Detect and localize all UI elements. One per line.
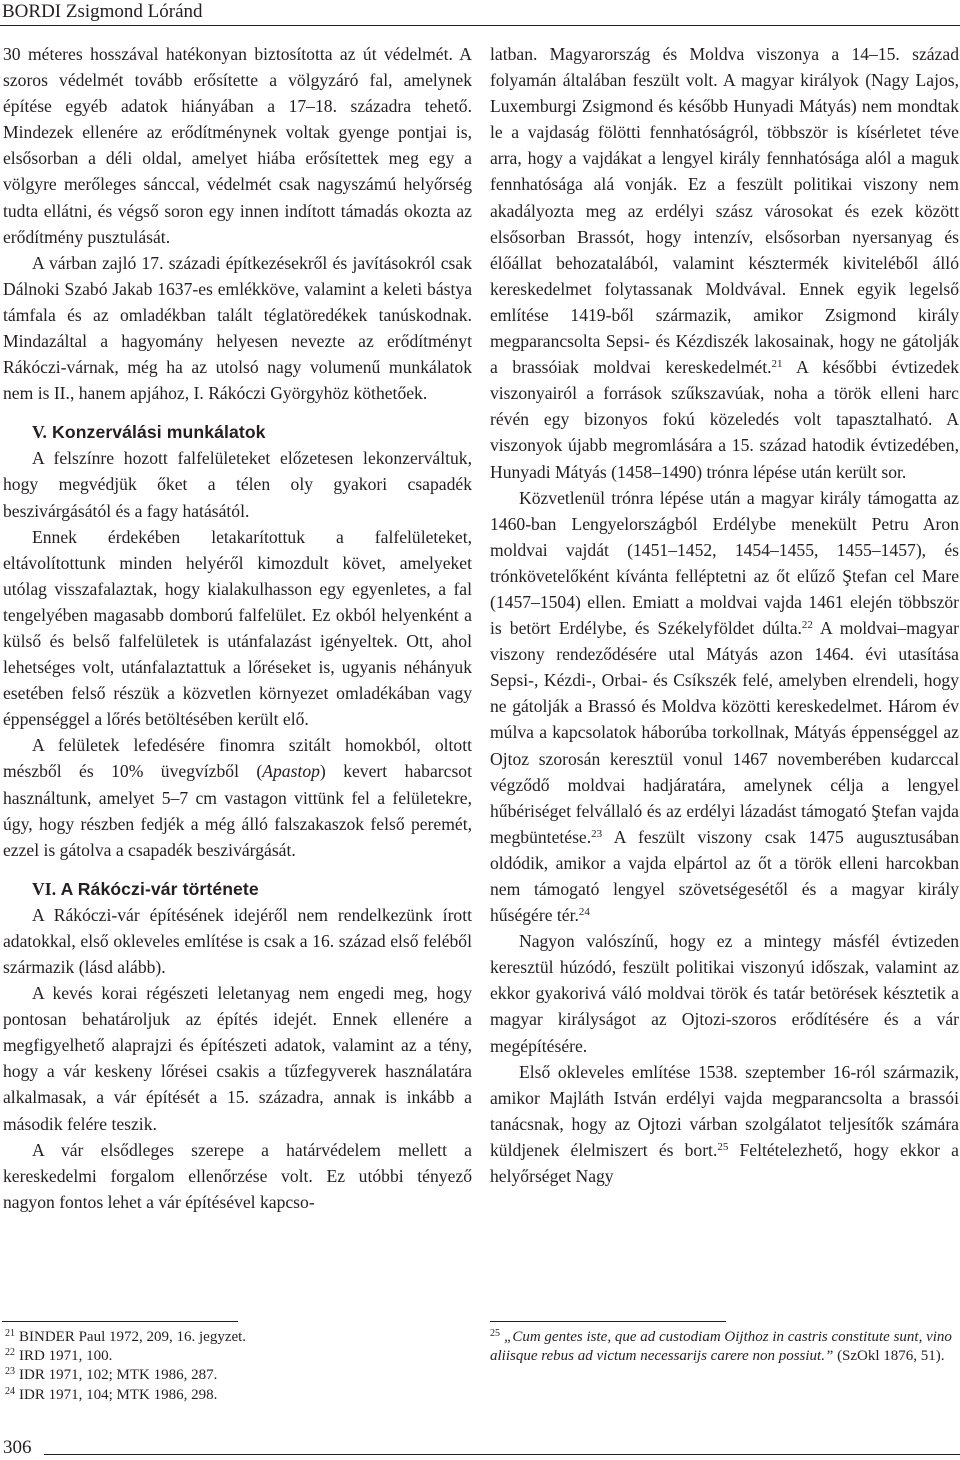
text-run: latban. Magyarország és Moldva viszonya a 14–15. század folyamán általában feszült volt. A magyar királyok (Nagy Lajos, Luxemburgi Zsigmond és később Hunyadi Mátyás) nem mondtak le a vajdaság fölötti fennhatóságról, többször is kísérletet téve arra, hogy a vajdákat a lengyel király fennhatósága alól a maguk fennhatósága alá vonják. Ez a feszült politikai viszony nem akadályozta meg az erdélyi szász városokat és ezek között elsősorban Brassót, hogy intenzív, elsősorban nyersanyag és élőállat behozatalából, valamint késztermék kiviteléből álló kereskedelmet folytassanak Moldvával. Ennek egyik legelső említése 1419-ből származik, amikor Zsigmond király megparancsolta Sepsi- és Kézdiszék lakosainak, hogy ne gátolják a brassóiak moldvai kereskedelmét. xyxy=(490,44,959,378)
paragraph: Nagyon valószínű, hogy ez a mintegy másfél évtizeden keresztül húzódó, feszült politikai viszonyú időszak, valamint az ekkor gyakorivá váló moldvai török és tatár betörések késztetik a magyar királyságot az Ojtozi-szoros erődítésére és a vár megépítésére. xyxy=(490,931,959,1056)
paragraph: A várban zajló 17. századi építkezésekről és javításokról csak Dálnoki Szabó Jakab 1637-es emlékköve, valamint a keleti bástya támfala és az omladékban talált téglatöredékek tanúskodnak. Mindazáltal a hagyomány helyesen nevezte az erődítményt Rákóczi-várnak, még ha az utolsó nagy volumenű munkálatok nem is II., hanem apjához, I. Rákóczi Györgyhöz köthetőek. xyxy=(3,252,472,404)
footnote-mark: 21 xyxy=(5,1328,15,1339)
footnote-ref[interactable]: 22 xyxy=(801,619,813,632)
section-number: VI. xyxy=(32,878,57,899)
left-column xyxy=(3,41,472,1215)
text-run: ) kevert habarcsot használtunk, amelyet 5–7 cm vastagon vittünk fel a felületekre, úgy, hogy részben fedjék a még álló falszakaszok felső peremét, ezzel is gátolva a csapadék beszivárgását. xyxy=(3,761,472,860)
paragraph xyxy=(490,1059,959,1189)
footnote xyxy=(5,1328,474,1347)
footnote-ref[interactable]: 23 xyxy=(591,827,603,840)
footnote-ref[interactable]: 21 xyxy=(771,358,783,371)
footnote xyxy=(490,1328,959,1366)
section-title: Konzerválási munkálatok xyxy=(52,422,266,443)
footnote-mark: 24 xyxy=(5,1385,15,1397)
footnote-text: IDR 1971, 102; MTK 1986, 287. xyxy=(19,1367,218,1384)
footnotes-left xyxy=(5,1328,474,1405)
section-heading xyxy=(3,419,472,445)
product-name: Apastop xyxy=(262,761,320,782)
section-title: A Rákóczi-vár története xyxy=(60,878,259,899)
paragraph xyxy=(490,41,959,485)
footnote-divider xyxy=(490,1321,726,1322)
running-title: BORDI Zsigmond Lóránd xyxy=(2,1,203,22)
footnote-quote: „Cum gentes iste, que ad custodiam Oijthoz in castris constitute sunt, vino aliisque rebus ad victum necessarijs carere non possiut.” xyxy=(490,1329,952,1365)
section-heading xyxy=(3,876,472,902)
paragraph: A Rákóczi-vár építésének idejéről nem rendelkezünk írott adatokkal, első okleveles említése is csak a 16. század első feléből származik (lásd alább). xyxy=(3,904,472,977)
footnotes-right xyxy=(490,1328,959,1366)
footnote-ref[interactable]: 24 xyxy=(578,906,590,919)
text-run: A feszült viszony csak 1475 augusztusában oldódik, amikor a vajda elpártol az őt a török elleni harcokban nem támogató lengyel szövetségesétől és a magyar király hűségére tér. xyxy=(490,826,959,926)
paragraph: A felszínre hozott falfelületeket előzetesen lekonzerváltuk, hogy megvédjük őket a télen oly gyakori csapadék beszivárgásától és a fagy hatásától. xyxy=(3,448,472,521)
footnote xyxy=(5,1347,474,1366)
footnote xyxy=(5,1366,474,1385)
text-run: A későbbi évtizedek viszonyairól a források szűkszavúak, noha a török elleni harc révén egy bizonyos fokú közeledés volt tapasztalható. A viszonyok újabb megromlására a 15. század hatodik évtizedében, Hunyadi Mátyás (1458–1490) trónra lépése után került sor. xyxy=(490,357,959,482)
footnote-text: IDR 1971, 104; MTK 1986, 298. xyxy=(19,1386,218,1403)
footnote-divider xyxy=(2,1321,238,1322)
footnote-source: (SzOkl 1876, 51). xyxy=(837,1348,945,1365)
text-run: A felületek lefedésére finomra szitált homokból, oltott mészből és 10% üvegvízből ( xyxy=(3,735,472,782)
page-number: 306 xyxy=(3,1437,32,1458)
right-column xyxy=(490,41,959,1189)
page-footer-rule xyxy=(44,1454,960,1455)
footnote-ref[interactable]: 25 xyxy=(717,1140,729,1153)
footnote-mark: 22 xyxy=(5,1347,15,1359)
paragraph xyxy=(3,732,472,862)
paragraph: A vár elsődleges szerepe a határvédelem mellett a kereskedelmi forgalom ellenőrzése volt. Ez utóbbi tényező nagyon fontos lehet a vár építésével kapcso- xyxy=(3,1139,472,1212)
footnote xyxy=(5,1386,474,1405)
paragraph: 30 méteres hosszával hatékonyan biztosította az út védelmét. A szoros védelmét tovább erősítette a völgyzáró fal, amelynek építése egyéb adatok hiányában a 17–18. századra tehető. Mindezek ellenére az erődítménynek voltak gyenge pontjai is, elsősorban a déli oldal, amelyet hiába erősítettek meg egy a völgyre merőleges sánccal, védelmét csak nagyszámú helyőrség tudta ellátni, és végső soron egy innen indított támadás okozta az erődítmény pusztulását. xyxy=(3,44,472,247)
section-number: V. xyxy=(32,422,48,443)
footnote-text: BINDER Paul 1972, 209, 16. jegyzet. xyxy=(19,1329,247,1345)
text-run: Első okleveles említése 1538. szeptember 16-ról származik, amikor Majláth István erdélyi vajda megparancsolta a brassói tanácsnak, hogy az Ojtozi várban szolgálatot teljesítők számára küldjenek élelmiszert és bort. xyxy=(490,1061,959,1160)
paragraph: A kevés korai régészeti leletanyag nem engedi meg, hogy pontosan behatároljuk az építés idejét. Ennek ellenére a megfigyelhető alaprajzi és építészeti adatok, valamint az a tény, hogy a vár keskeny lőrései csakis a tűzfegyverek használatára alkalmasak, a vár építését a 15. századra, annak is inkább a második felére teszik. xyxy=(3,983,472,1134)
running-header xyxy=(0,0,960,26)
paragraph xyxy=(490,485,959,929)
footnote-mark: 23 xyxy=(5,1366,15,1378)
text-run: Feltételezhető, hogy ekkor a helyőrséget Nagy xyxy=(490,1139,959,1187)
text-run: A moldvai–magyar viszony rendeződésére utal Mátyás azon 1464. évi utasítása Sepsi-, Kézdi-, Orbai- és Csíkszék felé, amelyben elrendeli, hogy ne gátolják a Brassó és Moldva közötti kereskedelmet. Három év múlva a kapcsolatok háborúba torkollnak, Mátyás éppenséggel az Ojtoz szorosán keresztül vonul 1467 novemberében kudarccal végződő moldvai hadjáratára, amelynek célja a lengyel hűbériséget felvállaló és az erdélyi lázadást támogató Ştefan vajda megbüntetése. xyxy=(490,618,959,847)
paragraph: Ennek érdekében letakarítottuk a falfelületeket, eltávolítottunk minden helyéről kimozdult követ, amelyeket utólag visszafalaztak, hogy kialakulhasson egy egyenletes, a fal tengelyében magasabb domború falfelület. Ez okból helyenként a külső és belső falfelületek is utánfalazást igényeltek. Ott, ahol lehetséges volt, utánfalaztattuk a lőréseket is, ugyanis néhányuk esetében felső részük a közvetlen környezet omladékában vagy éppenséggel a lőrés betöltésében került elő. xyxy=(3,526,472,730)
footnote-mark: 25 xyxy=(490,1328,500,1339)
text-run: Közvetlenül trónra lépése után a magyar király támogatta az 1460-ban Lengyelországból Erdélybe menekült Petru Aron moldvai vajdát (1451–1452, 1454–1455, 1455–1457), és trónkövetelőként kívánta felléptetni az őt elűző Ştefan cel Mare (1457–1504) ellen. Emiatt a moldvai vajda 1461 elején többször is betört Erdélybe, és Székelyföldet dúlta. xyxy=(490,487,959,639)
footnote-text: IRD 1971, 100. xyxy=(19,1348,113,1365)
